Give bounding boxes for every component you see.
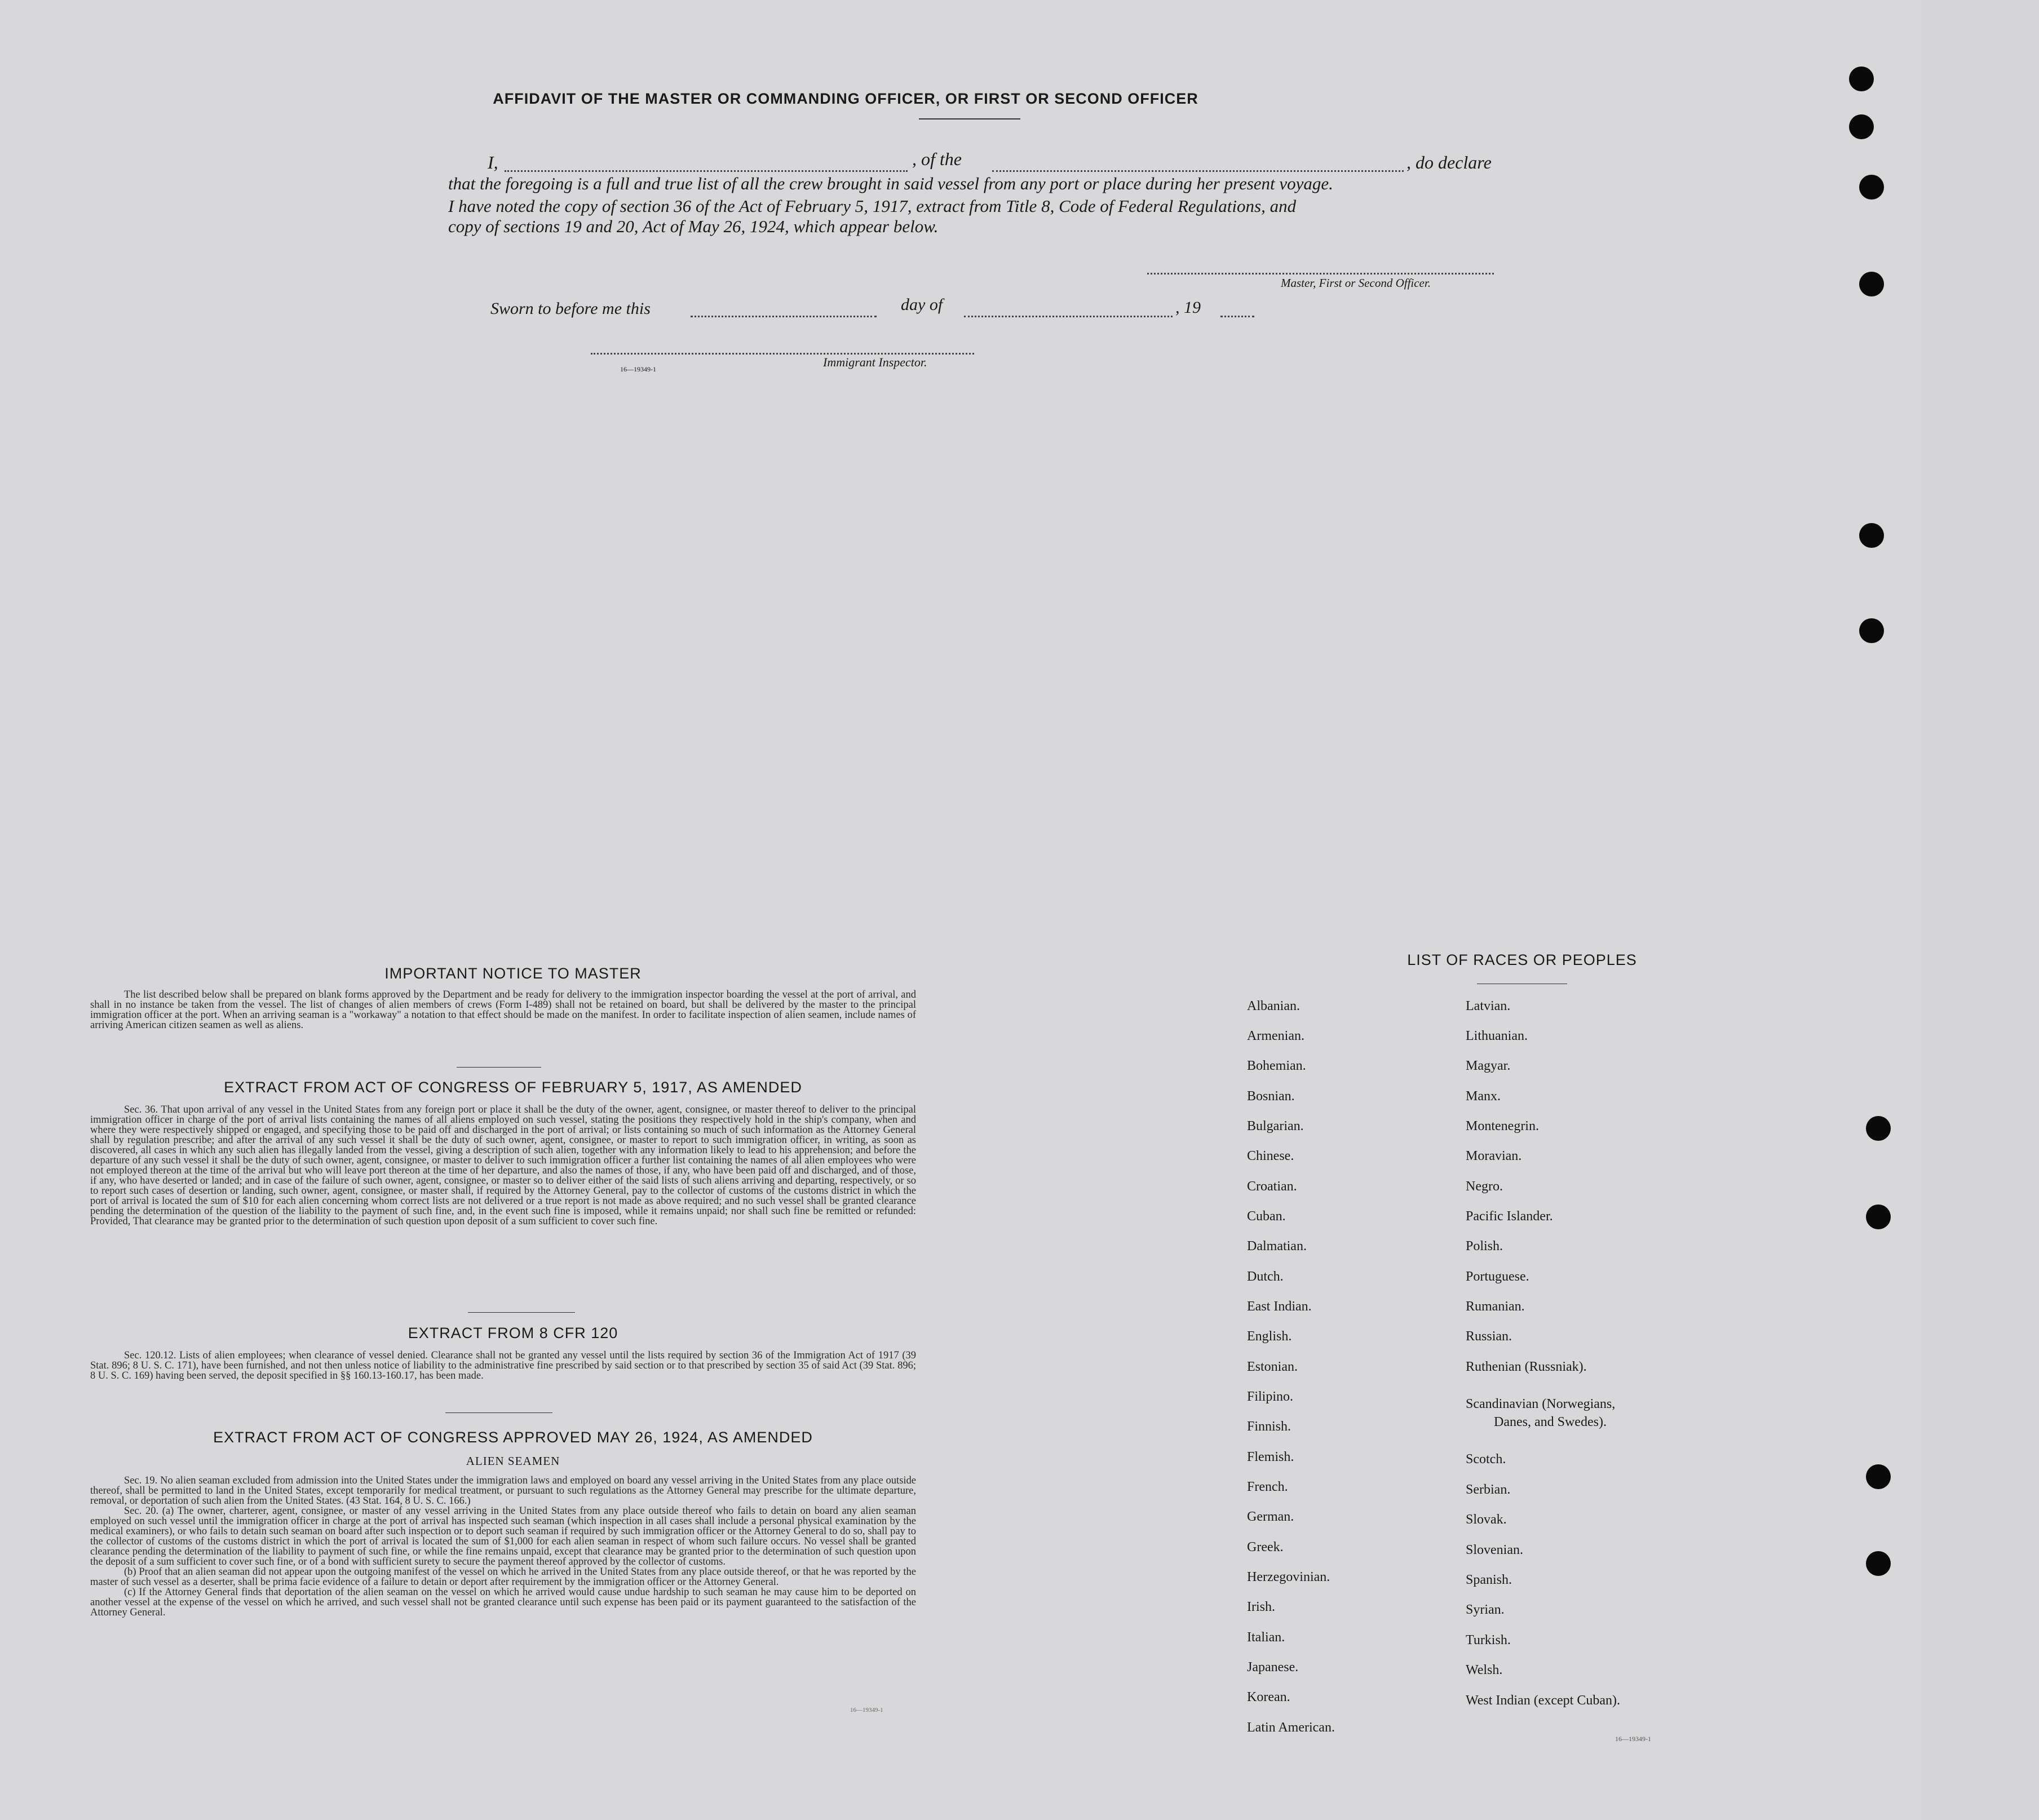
- extract-1924-text: [90, 1476, 916, 1618]
- race-item: Estonian.: [1247, 1360, 1298, 1374]
- race-item: Lithuanian.: [1466, 1029, 1528, 1043]
- year-blank[interactable]: [1220, 316, 1254, 317]
- extract-1924-title: EXTRACT FROM ACT OF CONGRESS APPROVED MAY 26, 1924, AS AMENDED: [213, 1429, 813, 1446]
- race-item: Spanish.: [1466, 1573, 1512, 1587]
- extract-cfr-text: [90, 1350, 916, 1381]
- section-divider: [468, 1312, 575, 1313]
- race-item: Latin American.: [1247, 1720, 1335, 1735]
- punch-hole: [1859, 618, 1884, 643]
- race-item: Danes, and Swedes).: [1494, 1415, 1607, 1429]
- race-item: Syrian.: [1466, 1602, 1505, 1617]
- month-blank[interactable]: [964, 316, 1173, 317]
- race-item: French.: [1247, 1480, 1288, 1494]
- race-item: Japanese.: [1247, 1660, 1299, 1675]
- affidavit-i: I,: [488, 152, 498, 172]
- vessel-blank[interactable]: [992, 170, 1404, 172]
- section-divider: [457, 1067, 541, 1068]
- inspector-caption: Immigrant Inspector.: [823, 355, 927, 369]
- signature-blank[interactable]: [1147, 273, 1494, 274]
- extract-cfr-title: EXTRACT FROM 8 CFR 120: [408, 1325, 618, 1341]
- race-item: Filipino.: [1247, 1389, 1294, 1404]
- race-item: Chinese.: [1247, 1149, 1294, 1163]
- punch-hole: [1866, 1464, 1891, 1489]
- affidavit-line-4: copy of sections 19 and 20, Act of May 26, 1924, which appear below.: [448, 216, 939, 236]
- affidavit-declare: , do declare: [1406, 152, 1492, 172]
- race-item: Bosnian.: [1247, 1089, 1295, 1104]
- affidavit-title: AFFIDAVIT OF THE MASTER OR COMMANDING OFFICER, OR FIRST OR SECOND OFFICER: [493, 90, 1198, 107]
- race-item: Korean.: [1247, 1690, 1290, 1704]
- race-item: Ruthenian (Russniak).: [1466, 1360, 1587, 1374]
- race-item: Russian.: [1466, 1329, 1512, 1344]
- form-number: 16—19349-1: [620, 365, 656, 373]
- race-item: Irish.: [1247, 1600, 1275, 1614]
- sec-36-paragraph: Sec. 36. That upon arrival of any vessel in the United States from any foreign port or place it shall be the duty of the owner, agent, consignee, or master thereof to deliver to the principal immigration officer in charge of the port of arrival lists containing the names of all aliens employed on such vessel, stating the positions they respectively hold in the ship's company, when and where they were respectively shipped or engaged, and specifying those to be paid off and discharged in the port of arrival; or lists containing so much of such information as the Attorney General shall by regulation prescribe; and after the arrival of any such vessel it shall be the duty of such owner, agent, consignee, or master to report to such immigration officer, in writing, as soon as discovered, all cases in which any such alien has illegally landed from the vessel, giving a description of such alien, together with any information likely to lead to his apprehension; and before the departure of any such vessel it shall be the duty of such owner, agent, consignee, or master to deliver to such immigration officer a further list containing the names of all alien employees who were not employed thereon at the time of the arrival but who will leave port thereon at the time of her departure, and also the names of those, if any, who have been paid off and discharged, and of those, if any, who have deserted or landed; and in case of the failure of such owner, agent, consignee, or master so to deliver either of the said lists of such aliens arriving and departing, respectively, or so to report such cases of desertion or landing, such owner, agent, consignee, or master shall, if required by the Attorney General, pay to the collector of customs of the customs district in which the port of arrival is located the sum of $10 for each alien concerning whom correct lists are not delivered or a true report is not made as above required; and no such vessel shall be granted clearance pending the determination of the question of the liability to the payment of such fine, and, in the event such fine is imposed, while it remains unpaid; nor shall such fine be remitted or refunded: Provided, That clearance may be granted prior to the determination of such question upon deposit of a sum sufficient to cover such fine.: [90, 1104, 916, 1227]
- punch-hole: [1866, 1116, 1891, 1141]
- race-item: Negro.: [1466, 1179, 1503, 1194]
- race-item: Bulgarian.: [1247, 1119, 1304, 1133]
- race-item: Herzegovinian.: [1247, 1570, 1330, 1584]
- race-item: Moravian.: [1466, 1149, 1522, 1163]
- race-item: East Indian.: [1247, 1299, 1312, 1314]
- inspector-blank[interactable]: [591, 353, 974, 355]
- race-item: Flemish.: [1247, 1450, 1294, 1464]
- extract-form-number: 16—19349-1: [850, 1707, 883, 1713]
- punch-hole: [1859, 523, 1884, 548]
- race-item: Slovak.: [1466, 1512, 1507, 1527]
- punch-hole: [1849, 114, 1874, 139]
- affidavit-of-the: , of the: [912, 149, 962, 169]
- day-blank[interactable]: [691, 316, 877, 317]
- sec-20a-paragraph: Sec. 20. (a) The owner, charterer, agent, consignee, or master of any vessel arriving in the United States from any place outside thereof who fails to detain on board any alien seaman employed on such vessel until the immigration officer in charge at the port of arrival has inspected such seaman (which inspection in all cases shall include a personal physical examination by the medical examiners), or who fails to detain such seaman on board after such inspection or to deport such seaman if required by such immigration officer or the Attorney General to do so, shall pay to the collector of customs of the customs district in which the port of arrival is located the sum of $1,000 for each alien seaman in respect of whom such failure occurs. No vessel shall be granted clearance pending the determination of the liability to payment of such fine, or while the fine remains unpaid, except that clearance may be granted prior to the determination of such question upon the deposit of a sum sufficient to cover such fine, or of a bond with sufficient surety to secure the payment thereof approved by the collector of customs.: [90, 1505, 916, 1567]
- race-item: West Indian (except Cuban).: [1466, 1693, 1620, 1708]
- race-item: Latvian.: [1466, 999, 1511, 1013]
- alien-seamen-subtitle: ALIEN SEAMEN: [466, 1454, 560, 1468]
- race-item: Bohemian.: [1247, 1059, 1306, 1073]
- race-item: Polish.: [1466, 1239, 1503, 1254]
- notice-paragraph: The list described below shall be prepared on blank forms approved by the Department and be ready for delivery to the immigration inspector boarding the vessel at the port of arrival, and shall in no instance be taken from the vessel. The list of changes of alien members of crews (Form I-489) shall not be retained on board, but shall be delivered by the master to the principal immigration officer at the port. When an arriving seaman is a "workaway" a notation to that effect should be made on the manifest. In order to facilitate inspection of alien seamen, include names of arriving American citizen seamen as well as aliens.: [90, 989, 916, 1031]
- race-item: Dutch.: [1247, 1269, 1284, 1284]
- race-item: Magyar.: [1466, 1059, 1511, 1073]
- race-item: Manx.: [1466, 1089, 1501, 1104]
- race-item: Croatian.: [1247, 1179, 1297, 1194]
- race-item: Portuguese.: [1466, 1269, 1529, 1284]
- race-item: Turkish.: [1466, 1633, 1511, 1648]
- punch-hole: [1859, 272, 1884, 296]
- race-item: Pacific Islander.: [1466, 1209, 1553, 1224]
- race-item: Albanian.: [1247, 999, 1300, 1013]
- race-item: Finnish.: [1247, 1419, 1291, 1434]
- page-margin-strip: [1921, 0, 2039, 1820]
- sec-20b-paragraph: (b) Proof that an alien seaman did not appear upon the outgoing manifest of the vessel on which he arrived in the United States from any place outside thereof, or that he was reported by the master of such vessel as a deserter, shall be prima facie evidence of a failure to detain or deport after requirement by the immigration officer or the Attorney General.: [90, 1566, 916, 1588]
- race-item: Dalmatian.: [1247, 1239, 1307, 1254]
- race-item: Italian.: [1247, 1630, 1285, 1645]
- races-form-number: 16—19349-1: [1615, 1735, 1651, 1743]
- affidavit-line-2: that the foregoing is a full and true list of all the crew brought in said vessel from any port or place during her present voyage.: [448, 174, 1333, 193]
- sworn-text: Sworn to before me this: [490, 299, 651, 318]
- race-item: Armenian.: [1247, 1029, 1304, 1043]
- race-item: Montenegrin.: [1466, 1119, 1539, 1133]
- race-item: Welsh.: [1466, 1663, 1503, 1677]
- sec-19-paragraph: Sec. 19. No alien seaman excluded from admission into the United States under the immigration laws and employed on board any vessel arriving in the United States from any place outside thereof, shall be permitted to land in the United States, except temporarily for medical treatment, or pursuant to such regulations as the Attorney General may prescribe for the ultimate departure, removal, or deportation of such alien from the United States. (43 Stat. 164, 8 U. S. C. 166.): [90, 1475, 916, 1507]
- signer-caption: Master, First or Second Officer.: [1281, 276, 1431, 290]
- punch-hole: [1866, 1551, 1891, 1576]
- extract-1917-text: [90, 1105, 916, 1226]
- extract-1917-title: EXTRACT FROM ACT OF CONGRESS OF FEBRUARY 5, 1917, AS AMENDED: [224, 1079, 802, 1096]
- section-divider: [445, 1412, 552, 1413]
- race-item: Serbian.: [1466, 1482, 1511, 1497]
- race-item: Rumanian.: [1466, 1299, 1525, 1314]
- sec-120-paragraph: Sec. 120.12. Lists of alien employees; when clearance of vessel denied. Clearance shall not be granted any vessel until the lists required by section 36 of the Immigration Act of 1917 (39 Stat. 896; 8 U. S. C. 171), have been furnished, and not then unless notice of liability to the administrative fine prescribed by said section or to that prescribed by section 35 of said Act (39 Stat. 896; 8 U. S. C. 169) having been served, the deposit specified in §§ 160.13-160.17, has been made.: [90, 1350, 916, 1381]
- affidavit-line-3: I have noted the copy of section 36 of the Act of February 5, 1917, extract from Title 8, Code of Federal Regulations, and: [448, 196, 1297, 216]
- title-underline: [919, 118, 1020, 119]
- races-title: LIST OF RACES OR PEOPLES: [1407, 951, 1637, 968]
- race-item: Cuban.: [1247, 1209, 1286, 1224]
- race-item: German.: [1247, 1509, 1294, 1524]
- notice-title: IMPORTANT NOTICE TO MASTER: [384, 965, 642, 982]
- race-item: Greek.: [1247, 1540, 1284, 1555]
- name-blank[interactable]: [505, 170, 908, 172]
- year-text: , 19: [1175, 298, 1201, 317]
- punch-hole: [1849, 67, 1874, 91]
- notice-text: [90, 990, 916, 1030]
- race-item: English.: [1247, 1329, 1292, 1344]
- race-item: Slovenian.: [1466, 1543, 1523, 1557]
- day-of-text: day of: [901, 295, 943, 314]
- race-item: Scandinavian (Norwegians,: [1466, 1397, 1616, 1411]
- punch-hole: [1859, 175, 1884, 200]
- punch-hole: [1866, 1205, 1891, 1229]
- sec-20c-paragraph: (c) If the Attorney General finds that deportation of the alien seaman on the vessel on which he arrived would cause undue hardship to such seaman he may cause him to be deported on another vessel at the expense of the vessel on which he arrived, and such vessel shall not be granted clearance until such expense has been paid or its payment guaranteed to the satisfaction of the Attorney General.: [90, 1587, 916, 1618]
- race-item: Scotch.: [1466, 1452, 1506, 1467]
